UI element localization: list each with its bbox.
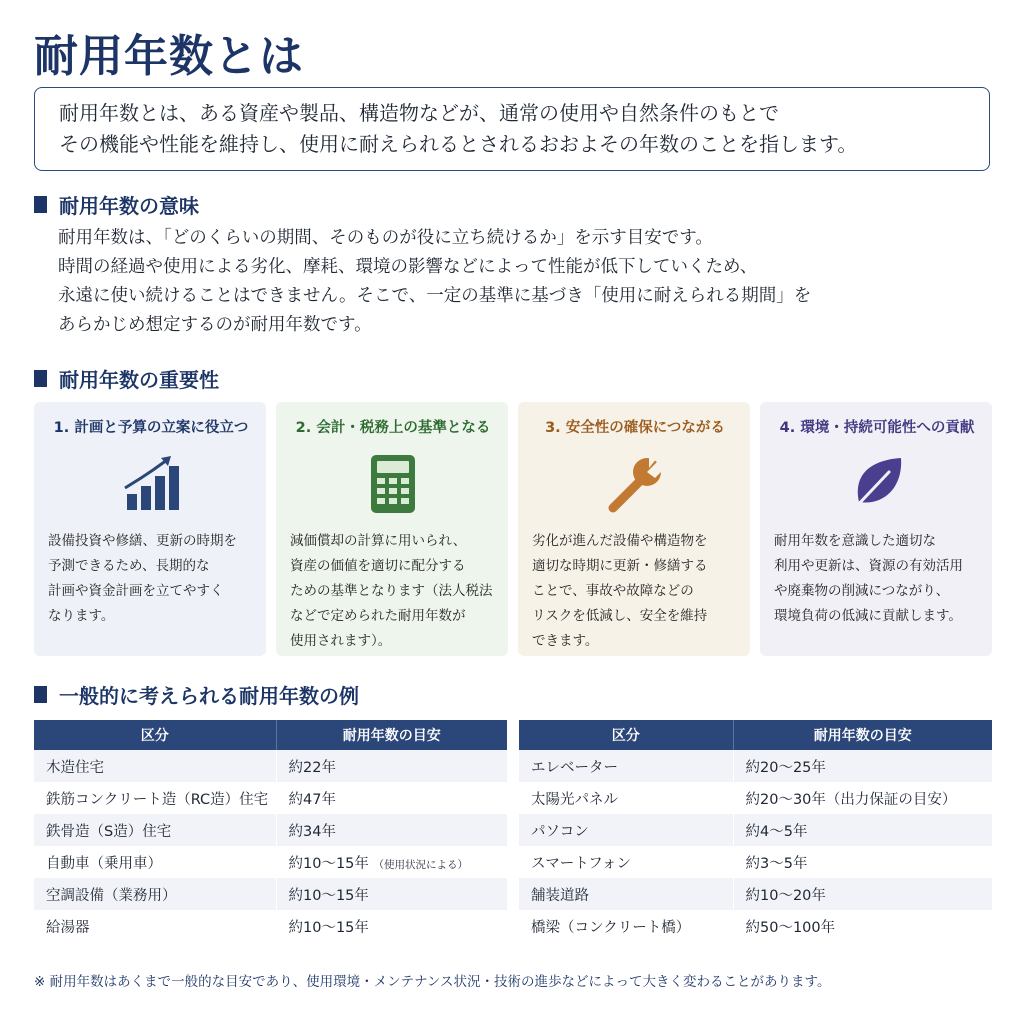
heading-marker bbox=[34, 686, 47, 703]
table-row bbox=[34, 846, 507, 878]
section-heading-meaning bbox=[34, 190, 199, 219]
leaf-icon bbox=[774, 447, 980, 521]
card-desc-line: 資産の価値を適切に配分する bbox=[290, 558, 466, 574]
footnote: ※ 耐用年数はあくまで一般的な目安であり、使用環境・メンテナンス状況・技術の進歩などによって大きく変わることがあります。 bbox=[34, 974, 831, 990]
card-desc-line: 使用されます）。 bbox=[290, 633, 392, 649]
meaning-line: 永遠に使い続けることはできません。そこで、一定の基準に基づき「使用に耐えられる期間」を bbox=[58, 286, 812, 306]
card-desc-line: なります。 bbox=[48, 608, 115, 624]
meaning-line: 時間の経過や使用による劣化、摩耗、環境の影響などによって性能が低下していくため、 bbox=[58, 257, 758, 277]
column-header: 耐用年数の目安 bbox=[733, 720, 992, 750]
importance-card-accounting bbox=[276, 402, 508, 656]
years-value: 約10〜15年 bbox=[288, 855, 369, 872]
table-row bbox=[519, 878, 992, 910]
column-header: 耐用年数の目安 bbox=[276, 720, 507, 750]
table-cell-item: 太陽光パネル bbox=[519, 782, 733, 814]
table-cell-item: 鉄骨造（S造）住宅 bbox=[34, 814, 276, 846]
table-cell-item: 舗装道路 bbox=[519, 878, 733, 910]
card-title: 3. 安全性の確保につながる bbox=[545, 420, 725, 436]
card-desc-line: ことで、事故や故障などの bbox=[532, 583, 694, 599]
table-cell-item: 鉄筋コンクリート造（RC造）住宅 bbox=[34, 782, 276, 814]
table-cell-years: 約20〜30年（出力保証の目安） bbox=[733, 782, 992, 814]
table-row bbox=[34, 910, 507, 942]
intro-line: 耐用年数とは、ある資産や製品、構造物などが、通常の使用や自然条件のもとで bbox=[59, 101, 779, 125]
table-cell-years: 約10〜20年 bbox=[733, 878, 992, 910]
table-cell-years: 約20〜25年 bbox=[733, 750, 992, 782]
table-cell-years bbox=[276, 846, 507, 878]
card-title: 1. 計画と予算の立案に役立つ bbox=[53, 420, 249, 436]
card-title: 2. 会計・税務上の基準となる bbox=[295, 420, 491, 436]
calculator-icon bbox=[290, 447, 496, 521]
card-title: 4. 環境・持続可能性への貢献 bbox=[779, 420, 975, 436]
table-cell-years: 約22年 bbox=[276, 750, 507, 782]
column-header: 区分 bbox=[519, 720, 733, 750]
heading-marker bbox=[34, 196, 47, 213]
card-desc-line: 環境負荷の低減に貢献します。 bbox=[774, 608, 962, 624]
section-heading-examples bbox=[34, 680, 359, 709]
table-cell-item: 空調設備（業務用） bbox=[34, 878, 276, 910]
examples-tables bbox=[34, 720, 992, 942]
table-row bbox=[34, 814, 507, 846]
table-cell-item: 木造住宅 bbox=[34, 750, 276, 782]
meaning-line: 耐用年数は、「どのくらいの期間、そのものが役に立ち続けるか」を示す目安です。 bbox=[58, 228, 713, 248]
years-note: （使用状況による） bbox=[373, 858, 469, 871]
intro-line: その機能や性能を維持し、使用に耐えられるとされるおおよその年数のことを指します。 bbox=[59, 132, 858, 156]
examples-table-right bbox=[519, 720, 992, 942]
column-header: 区分 bbox=[34, 720, 276, 750]
card-desc-line: リスクを低減し、安全を維持 bbox=[532, 608, 708, 624]
table-cell-years: 約50〜100年 bbox=[733, 910, 992, 942]
table-row bbox=[519, 814, 992, 846]
table-cell-item: スマートフォン bbox=[519, 846, 733, 878]
meaning-body bbox=[58, 224, 811, 340]
card-desc-line: ための基準となります（法人税法 bbox=[290, 583, 493, 599]
table-row bbox=[519, 750, 992, 782]
table-cell-years: 約34年 bbox=[276, 814, 507, 846]
intro-box bbox=[34, 87, 990, 171]
card-desc-line: 耐用年数を意識した適切な bbox=[774, 533, 936, 549]
importance-card-planning bbox=[34, 402, 266, 656]
table-row bbox=[519, 910, 992, 942]
table-cell-years: 約3〜5年 bbox=[733, 846, 992, 878]
card-desc-line: や廃棄物の削減につながり、 bbox=[774, 583, 950, 599]
importance-card-environment bbox=[760, 402, 992, 656]
card-desc-line: 計画や資金計画を立てやすく bbox=[48, 583, 224, 599]
table-cell-years: 約10〜15年 bbox=[276, 878, 507, 910]
table-row bbox=[34, 750, 507, 782]
card-desc-line: などで定められた耐用年数が bbox=[290, 608, 466, 624]
card-desc-line: 設備投資や修繕、更新の時期を bbox=[48, 533, 237, 549]
card-desc-line: 適切な時期に更新・修繕する bbox=[532, 558, 708, 574]
section-heading-text: 耐用年数の意味 bbox=[59, 194, 199, 218]
page-title: 耐用年数とは bbox=[34, 31, 304, 82]
table-cell-item: パソコン bbox=[519, 814, 733, 846]
examples-table-left bbox=[34, 720, 507, 942]
card-desc-line: 利用や更新は、資源の有効活用 bbox=[774, 558, 963, 574]
table-cell-item: 給湯器 bbox=[34, 910, 276, 942]
meaning-line: あらかじめ想定するのが耐用年数です。 bbox=[58, 315, 372, 335]
table-row bbox=[34, 878, 507, 910]
section-heading-text: 耐用年数の重要性 bbox=[59, 368, 219, 392]
table-cell-years: 約10〜15年 bbox=[276, 910, 507, 942]
card-desc-line: 劣化が進んだ設備や構造物を bbox=[532, 533, 708, 549]
bar-chart-growth-icon bbox=[48, 447, 254, 521]
wrench-icon bbox=[532, 447, 738, 521]
importance-cards bbox=[34, 402, 992, 656]
table-cell-item: 自動車（乗用車） bbox=[34, 846, 276, 878]
table-cell-item: エレベーター bbox=[519, 750, 733, 782]
table-cell-years: 約47年 bbox=[276, 782, 507, 814]
card-desc-line: 減価償却の計算に用いられ、 bbox=[290, 533, 467, 549]
table-cell-item: 橋梁（コンクリート橋） bbox=[519, 910, 733, 942]
section-heading-importance bbox=[34, 364, 219, 393]
importance-card-safety bbox=[518, 402, 750, 656]
table-cell-years: 約4〜5年 bbox=[733, 814, 992, 846]
card-desc-line: 予測できるため、長期的な bbox=[48, 558, 210, 574]
table-row bbox=[519, 846, 992, 878]
table-row bbox=[34, 782, 507, 814]
card-desc-line: できます。 bbox=[532, 633, 599, 649]
section-heading-text: 一般的に考えられる耐用年数の例 bbox=[59, 684, 359, 708]
table-row bbox=[519, 782, 992, 814]
heading-marker bbox=[34, 370, 47, 387]
